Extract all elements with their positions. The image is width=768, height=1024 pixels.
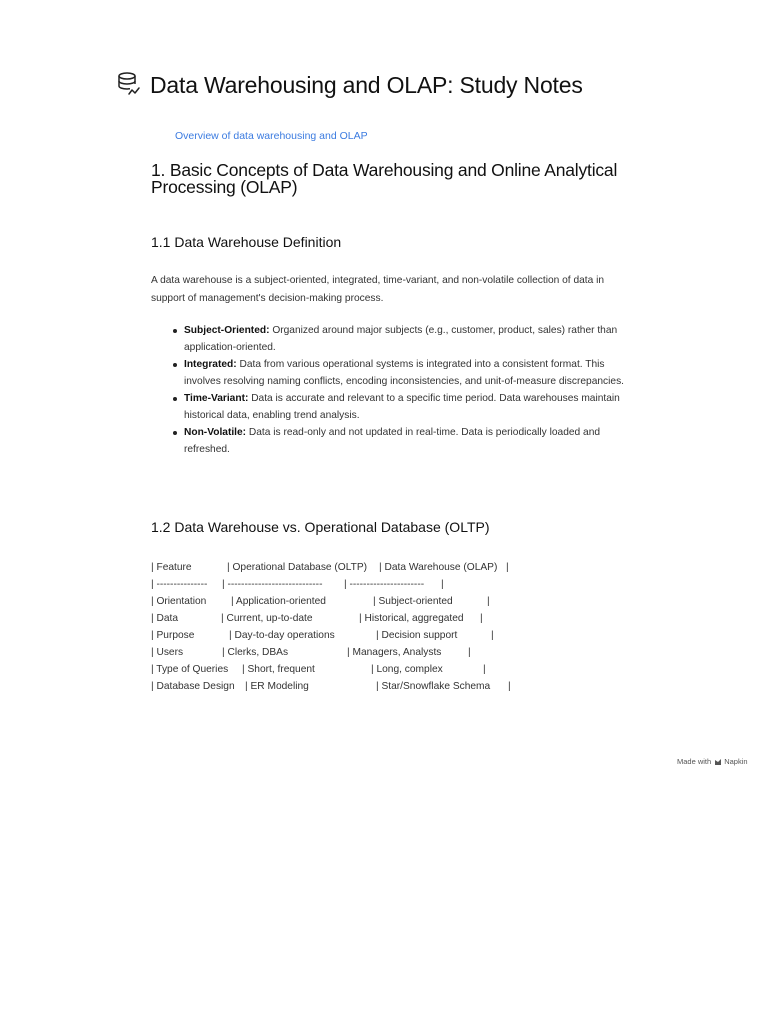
napkin-logo-icon	[714, 758, 722, 766]
table-cell: | Database Design	[151, 681, 235, 692]
table-cell: | ER Modeling	[245, 681, 309, 692]
table-cell: | Subject-oriented	[373, 596, 453, 607]
bullet-text: Organized around major subjects (e.g., customer, product, sales) rather than application-oriented.	[184, 325, 618, 353]
page-title: Data Warehousing and OLAP: Study Notes	[150, 71, 583, 98]
table-cell: | Type of Queries	[151, 664, 229, 675]
table-row	[151, 627, 494, 644]
definition-paragraph: A data warehouse is a subject-oriented, integrated, time-variant, and non-volatile collection of data in support of management's decision-making process.	[151, 275, 605, 304]
bullet-icon	[173, 431, 177, 435]
database-chart-icon	[116, 70, 142, 100]
table-cell: | Day-to-day operations	[229, 630, 335, 641]
bullet-icon	[173, 397, 177, 401]
table-cell: | Star/Snowflake Schema	[376, 681, 491, 692]
bullet-text: Data from various operational systems is integrated into a consistent format. This involves resolving naming conflicts, encoding inconsistencies, and unit-of-measure discrepancies.	[184, 359, 624, 387]
table-cell: | Application-oriented	[231, 596, 326, 607]
napkin-brand: Napkin	[724, 757, 748, 766]
made-with-badge[interactable]	[677, 757, 748, 766]
table-cell: | ---------------	[151, 579, 208, 590]
table-cell: | Operational Database (OLTP)	[227, 562, 368, 573]
table-cell: | Managers, Analysts	[347, 647, 442, 658]
table-cell: |	[506, 562, 509, 573]
table-cell: |	[468, 647, 471, 658]
table-cell: | Feature	[151, 562, 192, 573]
bullet-term: Time-Variant:	[184, 393, 249, 404]
bullet-term: Subject-Oriented:	[184, 325, 270, 336]
table-cell: |	[480, 613, 483, 624]
table-row	[151, 610, 483, 627]
bullet-text: Data is read-only and not updated in real-time. Data is periodically loaded and refreshed.	[184, 427, 601, 455]
table-cell: | Purpose	[151, 630, 195, 641]
table-cell: |	[487, 596, 490, 607]
table-header-row	[151, 559, 509, 576]
table-cell: | Data Warehouse (OLAP)	[379, 562, 498, 573]
table-cell: | Decision support	[376, 630, 458, 641]
bullet-term: Non-Volatile:	[184, 427, 247, 438]
list-item	[172, 390, 632, 424]
list-item	[172, 356, 632, 390]
comparison-table	[151, 559, 511, 695]
table-cell: |	[441, 579, 444, 590]
table-cell: | Historical, aggregated	[359, 613, 464, 624]
table-cell: | Short, frequent	[242, 664, 315, 675]
document-header	[116, 70, 583, 100]
bullet-text: Data is accurate and relevant to a specific time period. Data warehouses maintain historical data, enabling trend analysis.	[184, 393, 620, 421]
bullet-icon	[173, 363, 177, 367]
table-cell: | Clerks, DBAs	[222, 647, 289, 658]
section-1-heading: 1. Basic Concepts of Data Warehousing and Online Analytical Processing (OLAP)	[151, 160, 618, 197]
subsection-1-2-heading: 1.2 Data Warehouse vs. Operational Database (OLTP)	[151, 519, 490, 535]
bullet-term: Integrated:	[184, 359, 237, 370]
subsection-1-1-heading: 1.1 Data Warehouse Definition	[151, 234, 342, 250]
table-cell: | Current, up-to-date	[221, 613, 313, 624]
table-cell: | Data	[151, 613, 178, 624]
list-item	[172, 424, 632, 458]
table-cell: | ----------------------	[344, 579, 425, 590]
table-row	[151, 644, 471, 661]
table-row	[151, 678, 511, 695]
list-item	[172, 322, 632, 356]
table-cell: |	[483, 664, 486, 675]
table-row	[151, 661, 486, 678]
table-cell: | ----------------------------	[222, 579, 323, 590]
made-with-label: Made with	[677, 757, 712, 766]
overview-link[interactable]: Overview of data warehousing and OLAP	[175, 130, 368, 142]
table-cell: | Users	[151, 647, 184, 658]
table-cell: | Orientation	[151, 596, 207, 607]
table-separator-row	[151, 576, 444, 593]
table-row	[151, 593, 490, 610]
bullet-icon	[173, 329, 177, 333]
table-cell: | Long, complex	[371, 664, 443, 675]
characteristics-list	[172, 322, 632, 458]
table-cell: |	[491, 630, 494, 641]
table-cell: |	[508, 681, 511, 692]
